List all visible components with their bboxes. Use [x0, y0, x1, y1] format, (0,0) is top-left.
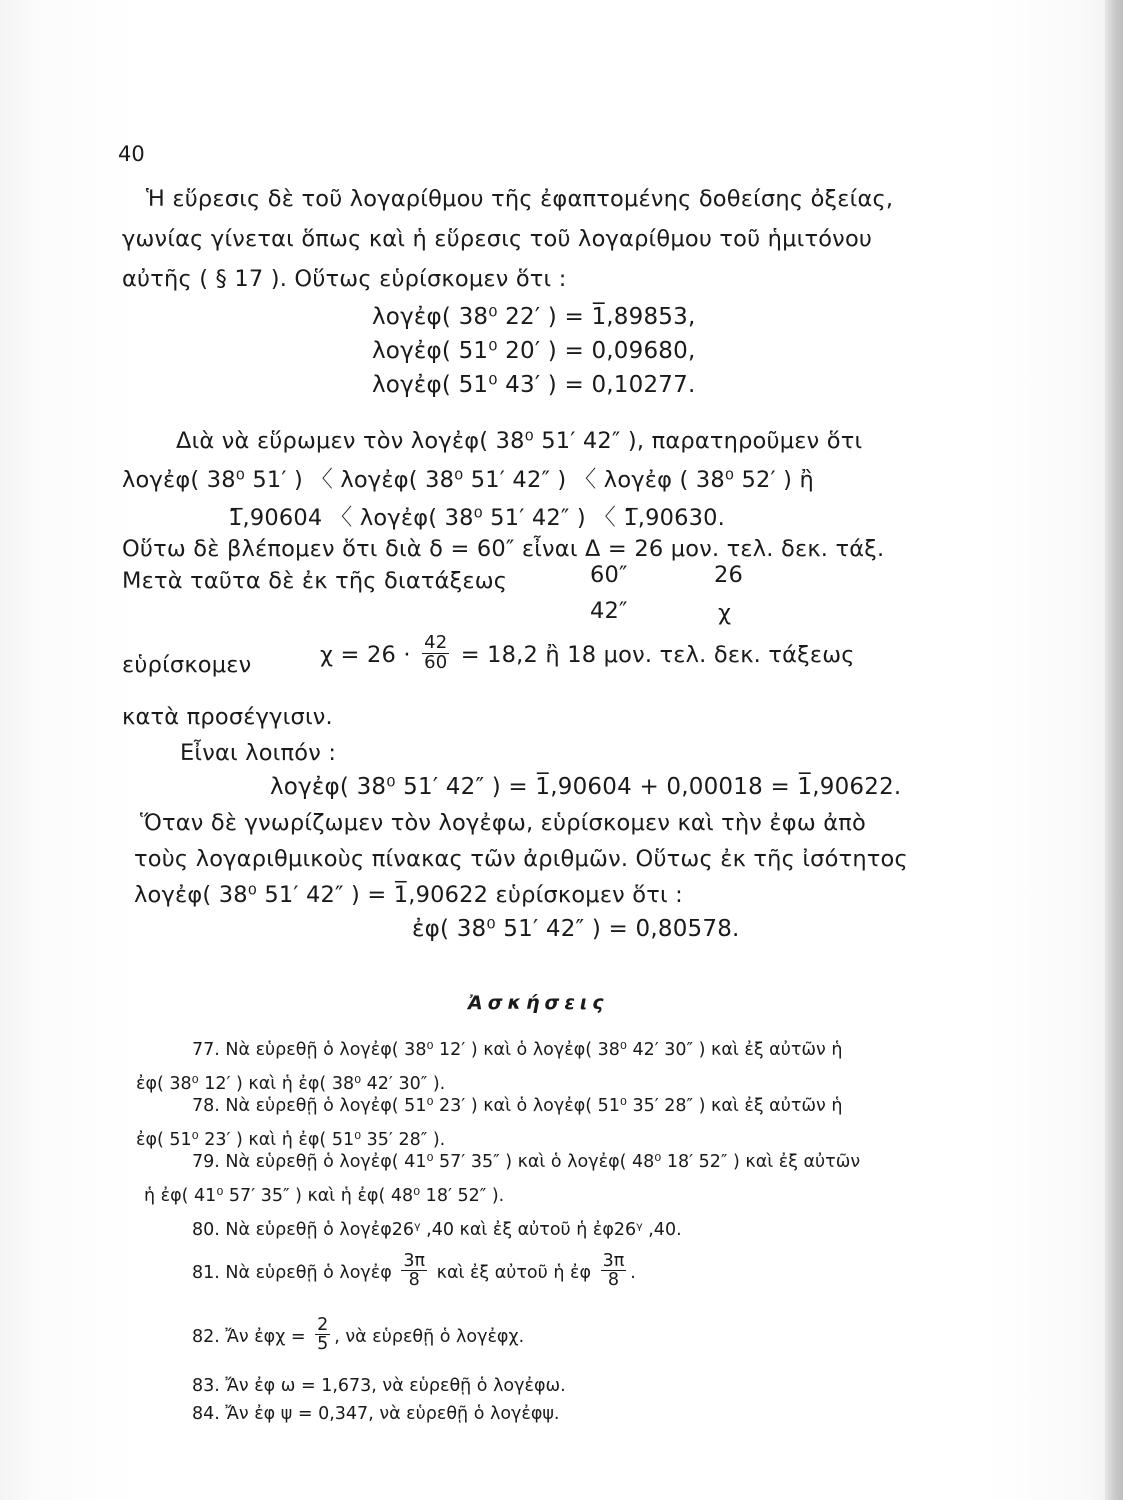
- page-number: 40: [118, 142, 145, 166]
- example-equation-2: λογἐφ( 51⁰ 20′ ) = 0,09680,: [372, 338, 696, 364]
- intro-line-2: γωνίας γίνεται ὅπως καὶ ἡ εὕρεσις τοῦ λογαρίθμου τοῦ ἡμιτόνου: [122, 226, 873, 252]
- example-equation-3: λογἐφ( 51⁰ 43′ ) = 0,10277.: [372, 372, 696, 398]
- page-spine-shadow: [1105, 0, 1123, 1500]
- para2-line-1: Διὰ νὰ εὕρωμεν τὸν λογἐφ( 38⁰ 51′ 42″ ), παρατηροῦμεν ὅτι: [176, 428, 863, 454]
- calc-numerator: 42: [424, 632, 448, 653]
- exercise-81-fraction-2-den: 8: [607, 1270, 619, 1291]
- exercise-78-line-1: 78. Νὰ εὑρεθῇ ὁ λογἐφ( 51⁰ 23′ ) καὶ ὁ λογἐφ( 51⁰ 35′ 28″ ) καὶ ἐξ αὐτῶν ἡ: [192, 1096, 843, 1116]
- para3-line-2: λογἐφ( 38⁰ 51′ 42″ ) = 1̅,90604 + 0,00018 = 1̅,90622.: [270, 774, 902, 800]
- proportion-table-r2c1: 42″: [590, 598, 628, 624]
- exercise-82: [192, 1315, 525, 1356]
- exercise-79-line-1: 79. Νὰ εὑρεθῇ ὁ λογἐφ( 41⁰ 57′ 35″ ) καὶ ὁ λογἐφ( 48⁰ 18′ 52″ ) καὶ ἐξ αὐτῶν: [192, 1152, 861, 1172]
- para3-line-6: ἐφ( 38⁰ 51′ 42″ ) = 0,80578.: [412, 916, 740, 942]
- exercise-78-line-2: ἐφ( 51⁰ 23′ ) καὶ ἡ ἐφ( 51⁰ 35′ 28″ ).: [136, 1130, 446, 1150]
- para2-line-3: 1̅,90604 〈 λογἐφ( 38⁰ 51′ 42″ ) 〈 1̅,90630.: [228, 505, 726, 531]
- exercise-81-text-b: καὶ ἐξ αὐτοῦ ἡ ἐφ: [436, 1262, 591, 1283]
- exercise-81-fraction-1-num: 3π: [403, 1251, 426, 1271]
- calc-lhs: χ = 26 ·: [320, 641, 411, 668]
- exercise-81-fraction-2-num: 3π: [602, 1251, 625, 1271]
- exercise-81-fraction-1: [401, 1252, 427, 1290]
- proportion-table-r2c2: χ: [718, 600, 732, 626]
- exercise-80: 80. Νὰ εὑρεθῇ ὁ λογἐφ26ᵞ ,40 καὶ ἐξ αὐτοῦ ἡ ἐφ26ᵞ ,40.: [192, 1220, 682, 1240]
- para2-line-4: Οὕτω δὲ βλέπομεν ὅτι διὰ δ = 60″ εἶναι Δ = 26 μον. τελ. δεκ. τάξ.: [122, 536, 885, 562]
- proportion-table-r1c1: 60″: [590, 562, 628, 588]
- calc-continuation: κατὰ προσέγγισιν.: [122, 704, 333, 730]
- exercise-81-text-a: 81. Νὰ εὑρεθῇ ὁ λογἐφ: [192, 1262, 392, 1283]
- calc-denominator: 60: [424, 651, 448, 673]
- intro-line-3: αὐτῆς ( § 17 ). Οὕτως εὑρίσκομεν ὅτι :: [122, 266, 567, 292]
- calc-fraction: [422, 634, 449, 673]
- exercise-81-fraction-2: [601, 1252, 627, 1290]
- exercise-84: 84. Ἄν ἐφ ψ = 0,347, νὰ εὑρεθῇ ὁ λογἐφψ.: [192, 1404, 560, 1424]
- exercise-82-fraction-den: 5: [317, 1334, 329, 1355]
- para2-line-5: Μετὰ ταῦτα δὲ ἐκ τῆς διατάξεως: [122, 568, 508, 594]
- exercise-77-line-1: 77. Νὰ εὑρεθῇ ὁ λογἐφ( 38⁰ 12′ ) καὶ ὁ λογἐφ( 38⁰ 42′ 30″ ) καὶ ἐξ αὐτῶν ἡ: [192, 1040, 843, 1060]
- exercise-81-text-c: .: [630, 1262, 636, 1283]
- calc-label: εὑρίσκομεν: [122, 652, 252, 678]
- intro-line-1: Ἡ εὕρεσις δὲ τοῦ λογαρίθμου τῆς ἐφαπτομένης δοθείσης ὀξείας,: [146, 186, 894, 212]
- exercise-82-text-b: , νὰ εὑρεθῇ ὁ λογἐφχ.: [334, 1326, 525, 1347]
- calc-rhs: = 18,2 ἢ 18 μον. τελ. δεκ. τάξεως: [460, 641, 855, 668]
- para3-line-4: τοὺς λογαριθμικοὺς πίνακας τῶν ἀριθμῶν. Οὕτως ἐκ τῆς ἰσότητος: [134, 846, 908, 872]
- proportion-table-r1c2: 26: [714, 562, 744, 588]
- exercise-82-fraction-num: 2: [317, 1315, 329, 1335]
- para3-line-5: λογἐφ( 38⁰ 51′ 42″ ) = 1̅,90622 εὑρίσκομεν ὅτι :: [134, 882, 683, 908]
- exercises-heading: Ἀσκήσεις: [468, 992, 609, 1014]
- para2-line-2: λογἐφ( 38⁰ 51′ ) 〈 λογἐφ( 38⁰ 51′ 42″ ) 〈 λογἐφ ( 38⁰ 52′ ) ἢ: [122, 467, 814, 493]
- para3-line-3: Ὅταν δὲ γνωρίζωμεν τὸν λογἐφω, εὑρίσκομεν καὶ τὴν ἐφω ἀπὸ: [140, 810, 866, 836]
- exercise-79-line-2: ἡ ἐφ( 41⁰ 57′ 35″ ) καὶ ἡ ἐφ( 48⁰ 18′ 52″ ).: [144, 1186, 505, 1206]
- exercise-81-fraction-1-den: 8: [408, 1270, 420, 1291]
- exercise-82-fraction: [315, 1316, 330, 1354]
- para3-line-1: Εἶναι λοιπόν :: [180, 740, 337, 766]
- exercise-81: [192, 1251, 636, 1292]
- example-equation-1: λογἐφ( 38⁰ 22′ ) = 1̅,89853,: [372, 304, 696, 330]
- exercise-77-line-2: ἐφ( 38⁰ 12′ ) καὶ ἡ ἐφ( 38⁰ 42′ 30″ ).: [136, 1074, 446, 1094]
- exercise-82-text-a: 82. Ἄν ἐφχ =: [192, 1326, 306, 1347]
- calc-equation: [320, 632, 855, 675]
- exercise-83: 83. Ἄν ἐφ ω = 1,673, νὰ εὑρεθῇ ὁ λογἐφω.: [192, 1376, 566, 1396]
